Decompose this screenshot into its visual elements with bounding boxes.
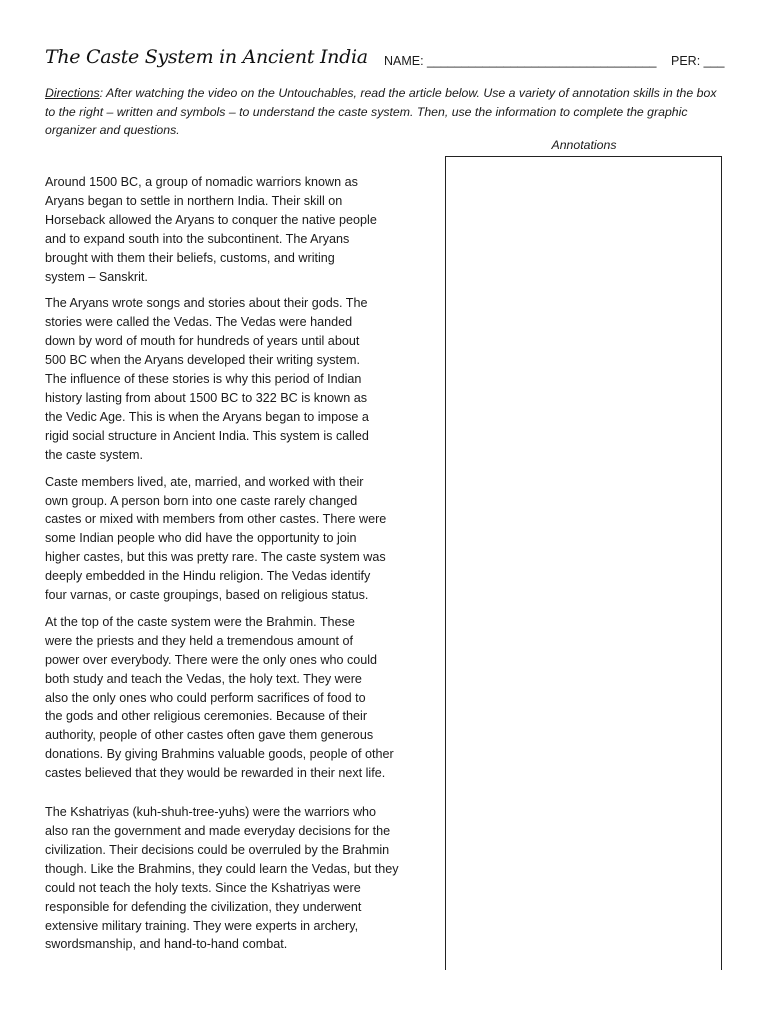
article-paragraph-4: At the top of the caste system were the Brahmin. These were the priests and they held a tremendous amount of power over everybody. There were the only ones who could both study and teach the Vedas, the holy text. They were also the only ones who could perform sacrifices of food to the gods and other religious ceremonies. Because of their authority, people of other castes often gave them generous donations. By giving Brahmins valuable goods, people of other castes believed that they would be rewarded in their next life.	[45, 614, 394, 781]
article	[45, 173, 437, 954]
name-field: NAME: _________________________________	[384, 54, 657, 68]
page-title: The Caste System in Ancient India	[45, 46, 368, 68]
directions-lead: Directions	[45, 86, 100, 100]
annotations-box	[445, 156, 722, 970]
directions	[45, 84, 725, 140]
directions-text: : After watching the video on the Untouchables, read the article below. Use a variety of annotation skills in the box to the right – written and symbols – to understand the caste system. Then, use the information to complete the graphic organizer and questions.	[45, 86, 717, 137]
article-paragraph-1: Around 1500 BC, a group of nomadic warriors known as Aryans began to settle in northern India. Their skill on Horseback allowed the Aryans to conquer the native people and to expand south into the subcontinent. The Aryans brought with them their beliefs, customs, and writing system – Sanskrit.	[45, 175, 377, 284]
article-paragraph-2: The Aryans wrote songs and stories about their gods. The stories were called the Vedas. The Vedas were handed down by word of mouth for hundreds of years until about 500 BC when the Aryans developed their writing system. The influence of these stories is why this period of Indian history lasting from about 1500 BC to 322 BC is known as the Vedic Age. This is when the Aryans began to impose a rigid social structure in Ancient India. This system is called the caste system.	[45, 296, 369, 462]
annotations-label: Annotations	[551, 138, 617, 152]
period-field: PER: ___	[671, 54, 725, 68]
article-paragraph-5: The Kshatriyas (kuh-shuh-tree-yuhs) were the warriors who also ran the government and made everyday decisions for the civilization. Their decisions could be overruled by the Brahmin though. Like the Brahmins, they could learn the Vedas, but they could not teach the holy texts. Since the Kshatriyas were responsible for defending the civilization, they underwent extensive military training. They were experts in archery, swordsmanship, and hand-to-hand combat.	[45, 805, 399, 952]
article-paragraph-3: Caste members lived, ate, married, and worked with their own group. A person born into one caste rarely changed castes or mixed with members from other castes. There were some Indian people who did have the opportunity to join higher castes, but this was pretty rare. The caste system was deeply embedded in the Hindu religion. The Vedas identify four varnas, or caste groupings, based on religious status.	[45, 474, 387, 603]
